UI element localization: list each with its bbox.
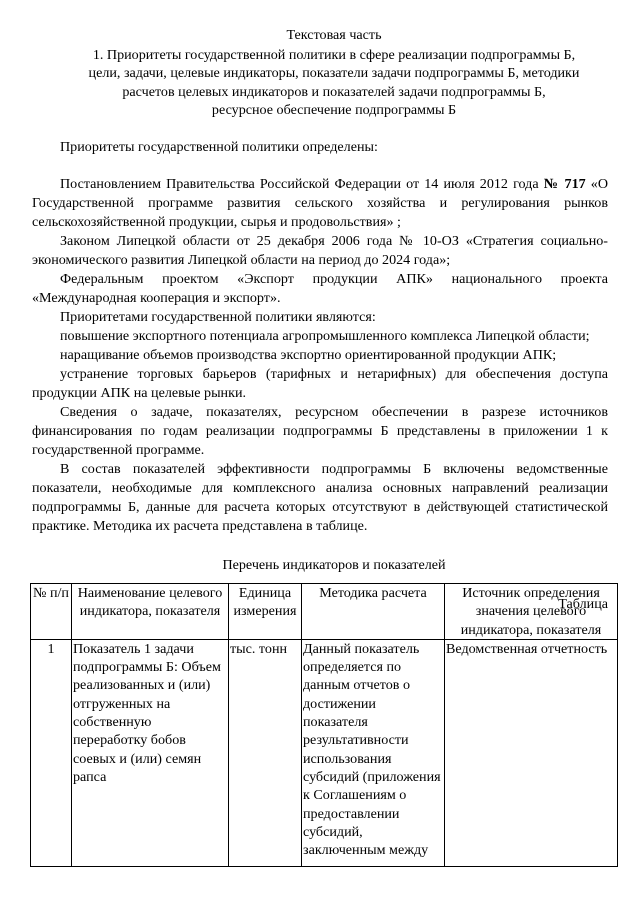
- section-heading-line-3: расчетов целевых индикаторов и показателей задачи подпрограммы Б,: [122, 83, 546, 100]
- priority-item-3: [32, 365, 608, 403]
- table-header-row: [31, 584, 618, 640]
- decree-paragraph: [32, 175, 608, 232]
- header-unit: Единица измерения: [229, 584, 302, 640]
- header-num: № п/п: [31, 584, 72, 640]
- decree-text-pre: Постановлением Правительства Российской Федерации от 14 июля 2012 года: [60, 175, 544, 192]
- federal-project-text: Федеральным проектом «Экспорт продукции АПК» национального проекта «Международная кооперация и экспорт».: [32, 270, 608, 306]
- info-text: Сведения о задаче, показателях, ресурсном обеспечении в разрезе источников финансирования по годам реализации подпрограммы Б представлены в приложении 1 к государственной программе.: [32, 403, 608, 458]
- section-heading-line-1: 1. Приоритеты государственной политики в сфере реализации подпрограммы Б,: [92, 46, 576, 63]
- cell-num: 1: [31, 639, 72, 866]
- decree-number: № 717: [543, 175, 586, 192]
- section-heading-line-4: ресурсное обеспечение подпрограммы Б: [211, 102, 457, 118]
- composition-paragraph: [32, 460, 608, 536]
- table-title: Перечень индикаторов и показателей: [222, 556, 446, 573]
- cell-source: Ведомственная отчетность: [445, 639, 618, 866]
- section-title: Текстовая часть: [286, 27, 382, 43]
- priority-item-3-text: устранение торговых барьеров (тарифных и нетарифных) для обеспечения доступа продукции АПК на целевые рынки.: [32, 365, 608, 401]
- table-label: Таблица: [558, 595, 608, 612]
- decree-text-post: «О Государственной программе развития сельского хозяйства и регулирования рынков сельскохозяйственной продукции, сырья и продовольствия» ;: [32, 175, 608, 230]
- priority-item-2: наращивание объемов производства экспортно ориентированной продукции АПК;: [60, 346, 557, 363]
- header-source: Источник определения значения целевого индикатора, показателя: [445, 584, 618, 640]
- header-name: Наименование целевого индикатора, показателя: [72, 584, 229, 640]
- priority-item-1-text: повышение экспортного потенциала агропромышленного комплекса Липецкой области;: [60, 327, 590, 344]
- law-paragraph: [32, 232, 608, 270]
- priorities-intro: Приоритеты государственной политики определены:: [60, 138, 378, 155]
- header-method: Методика расчета: [302, 584, 445, 640]
- cell-method: Данный показатель определяется по данным отчетов о достижении показателя результативности использования субсидий (приложения к Соглашениям о предоставлении субсидий, заключенным между: [302, 639, 445, 866]
- cell-unit: тыс. тонн: [229, 639, 302, 866]
- federal-project-paragraph: [32, 270, 608, 308]
- indicators-table: [30, 583, 618, 867]
- cell-name: Показатель 1 задачи подпрограммы Б: Объем реализованных и (или) отгруженных на собственную переработку бобов соевых и (или) семян рапса: [72, 639, 229, 866]
- law-text: Законом Липецкой области от 25 декабря 2006 года № 10-ОЗ «Стратегия социально-экономического развития Липецкой области на период до 2024 года»;: [32, 232, 608, 268]
- section-heading-line-2: цели, задачи, целевые индикаторы, показатели задачи подпрограммы Б, методики: [88, 65, 580, 81]
- priority-item-1: [32, 327, 608, 346]
- composition-text: В состав показателей эффективности подпрограммы Б включены ведомственные показатели, необходимые для комплексного анализа основных направлений реализации подпрограммы Б, данные для расчета которых отсутствуют в действующей статистической практике. Методика их расчета представлена в таблице.: [32, 460, 608, 534]
- priorities-are: Приоритетами государственной политики являются:: [60, 308, 376, 325]
- table-row: [31, 639, 618, 866]
- info-paragraph: [32, 403, 608, 460]
